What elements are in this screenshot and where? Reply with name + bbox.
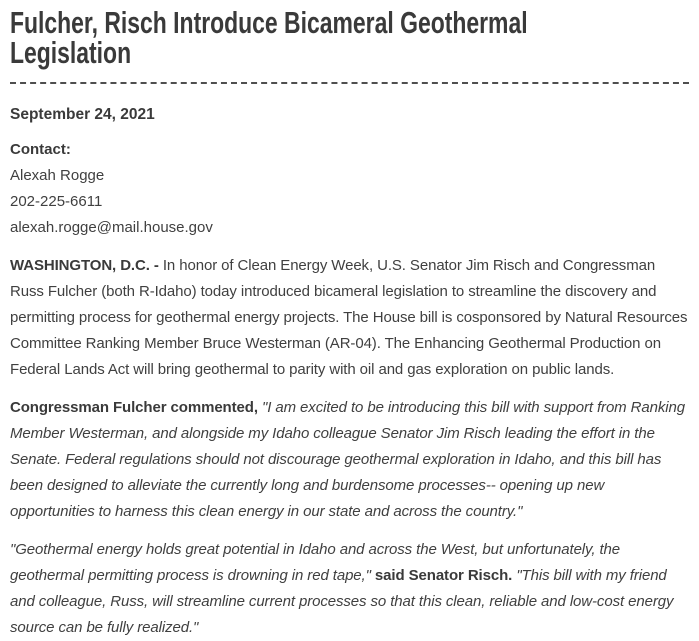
risch-attribution: said Senator Risch. (374, 567, 513, 584)
contact-label: Contact: (10, 141, 71, 158)
title-wrap (10, 5, 689, 70)
contact-email: alexah.rogge@mail.house.gov (10, 219, 213, 236)
intro-dateline: WASHINGTON, D.C. - (10, 257, 159, 274)
contact-block (10, 137, 689, 241)
page-title: Fulcher, Risch Introduce Bicameral Geothermal Legislation (10, 5, 528, 70)
fulcher-quote-text: "I am excited to be introducing this bill with support from Ranking Member Westerman, and alongside my Idaho colleague Senator Jim Risch leading the effort in the Senate. Federal regulations should not discourage geothermal exploration in Idaho, and this bill has been designed to alleviate the currently long and burdensome processes-- opening up new opportunities to harness this clean energy in our state and across the country." (10, 399, 685, 520)
article-date: September 24, 2021 (10, 106, 155, 123)
paragraph-fulcher-quote (10, 395, 689, 525)
paragraph-risch-quote (10, 537, 689, 641)
risch-quote-part2: "This bill with my friend and colleague, Russ, will streamline current processes so that this clean, reliable and low-cost energy source can be fully realized." (10, 567, 674, 636)
contact-phone: 202-225-6611 (10, 193, 103, 210)
risch-quote-part1: "Geothermal energy holds great potential in Idaho and across the West, but unfortunately, the geothermal permitting process is drowning in red tape," (10, 541, 621, 584)
paragraph-intro (10, 253, 689, 383)
intro-body-text: In honor of Clean Energy Week, U.S. Senator Jim Risch and Congressman Russ Fulcher (both R-Idaho) today introduced bicameral legislation to streamline the discovery and permitting process for geothermal energy projects. The House bill is cosponsored by Natural Resources Committee Ranking Member Bruce Westerman (AR-04). The Enhancing Geothermal Production on Federal Lands Act will bring geothermal to parity with oil and gas exploration on public lands. (10, 257, 688, 378)
contact-name: Alexah Rogge (10, 167, 105, 184)
title-divider (10, 82, 689, 84)
fulcher-attribution: Congressman Fulcher commented, (10, 399, 258, 416)
